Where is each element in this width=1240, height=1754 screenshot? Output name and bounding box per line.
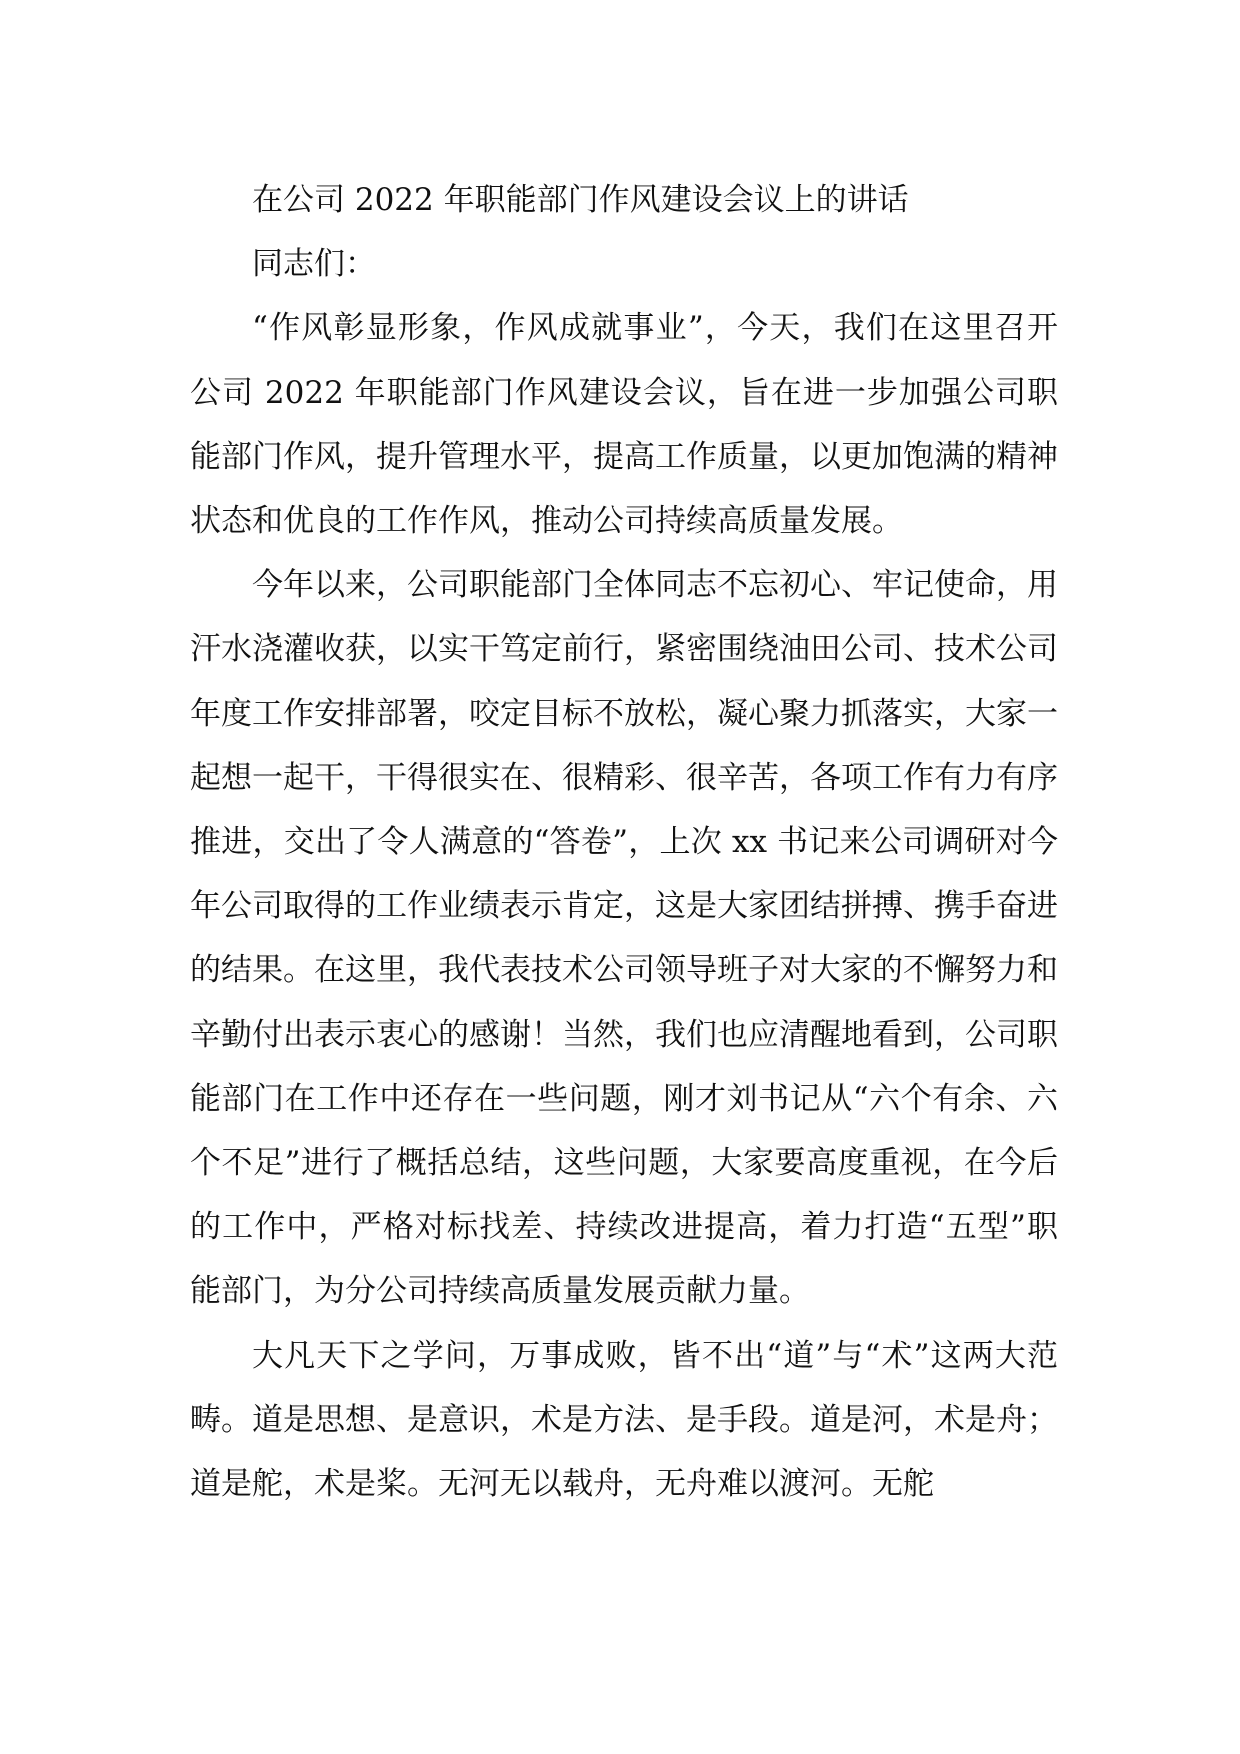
salutation: 同志们：: [252, 246, 376, 283]
paragraph-opening: “作风彰显形象，作风成就事业”，今天，我们在这里召开公司 2022 年职能部门作风建设会议，旨在进一步加强公司职能部门作风，提升管理水平，提高工作质量，以更加饱满的精神状态和优良的工作作风，推动公司持续高质量发展。: [190, 310, 1058, 540]
speech-title: 在公司 2022 年职能部门作风建设会议上的讲话: [252, 182, 909, 218]
paragraph-achievements: 今年以来，公司职能部门全体同志不忘初心、牢记使命，用汗水浇灌收获，以实干笃定前行，紧密围绕油田公司、技术公司年度工作安排部署，咬定目标不放松，凝心聚力抓落实，大家一起想一起干，干得很实在、很精彩、很辛苦，各项工作有力有序推进，交出了令人满意的“答卷”，上次 xx 书记来公司调研对今年公司取得的工作业绩表示肯定，这是大家团结拼搏、携手奋进的结果。在这里，我代表技术公司领导班子对大家的不懈努力和辛勤付出表示衷心的感谢！当然，我们也应清醒地看到，公司职能部门在工作中还存在一些问题，刚才刘书记从“六个有余、六个不足”进行了概括总结，这些问题，大家要高度重视，在今后的工作中，严格对标找差、持续改进提高，着力打造“五型”职能部门，为分公司持续高质量发展贡献力量。: [190, 567, 1058, 1310]
paragraph-dao-shu: 大凡天下之学问，万事成败，皆不出“道”与“术”这两大范畴。道是思想、是意识，术是方法、是手段。道是河，术是舟；道是舵，术是桨。无河无以载舟，无舟难以渡河。无舵: [190, 1337, 1058, 1503]
document-body: [190, 168, 1058, 1516]
